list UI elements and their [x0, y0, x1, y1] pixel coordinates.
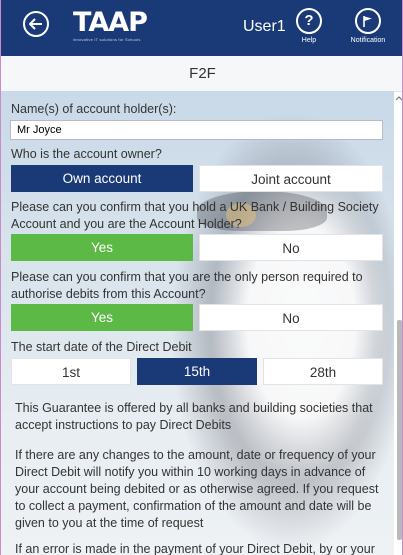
own-account-option[interactable]: Own account	[11, 165, 193, 192]
notification-label: Notification	[350, 37, 386, 44]
start-date-28th-option[interactable]: 28th	[263, 358, 383, 385]
app-header	[1, 0, 403, 56]
joint-account-option[interactable]: Joint account	[199, 165, 383, 192]
form-content[interactable]	[1, 91, 394, 555]
start-date-15th-option[interactable]: 15th	[137, 358, 257, 385]
start-date-label: The start date of the Direct Debit	[11, 340, 192, 354]
account-holder-label: Name(s) of account holder(s):	[11, 102, 177, 116]
scrollbar-thumb[interactable]	[397, 320, 402, 540]
authorise-question: Please can you confirm that you are the only person required to authorise debits from this Account?	[11, 270, 363, 301]
authorise-yes-option[interactable]: Yes	[11, 304, 193, 331]
owner-question: Who is the account owner?	[11, 147, 162, 161]
notification-button[interactable]	[346, 8, 390, 44]
logo-text: TAAP	[73, 7, 147, 38]
authorise-no-option[interactable]: No	[199, 304, 383, 331]
back-button[interactable]	[23, 11, 49, 37]
help-icon: ?	[296, 8, 322, 34]
help-button[interactable]	[295, 8, 323, 44]
account-holder-input[interactable]	[10, 120, 383, 140]
logo-subtext: innovative IT solutions for Schools	[73, 37, 141, 42]
user-name[interactable]: User1	[243, 18, 286, 35]
flag-icon	[355, 8, 381, 34]
uk-bank-question: Please can you confirm that you hold a UK Bank / Building Society Account and you are the Account Holder?	[11, 200, 379, 231]
start-date-1st-option[interactable]: 1st	[11, 358, 131, 385]
guarantee-paragraph-3: If an error is made in the payment of your Direct Debit, by or your	[15, 542, 375, 555]
back-arrow-icon	[29, 18, 43, 30]
page-title: F2F	[1, 56, 403, 92]
guarantee-paragraph-2: If there are any changes to the amount, date or frequency of your Direct Debit will notify you within 10 working days in advance of your account being debited or as otherwise agreed. If you request to collect a payment, confirmation of the amount and date will be given to you at the time of request	[15, 448, 379, 530]
scroll-up-arrow-icon[interactable]	[394, 91, 403, 105]
uk-bank-yes-option[interactable]: Yes	[11, 234, 193, 261]
help-label: Help	[301, 37, 317, 44]
taap-logo	[73, 9, 159, 41]
uk-bank-no-option[interactable]: No	[199, 234, 383, 261]
guarantee-paragraph-1: This Guarantee is offered by all banks and building societies that accept instructions to pay Direct Debits	[15, 401, 373, 432]
